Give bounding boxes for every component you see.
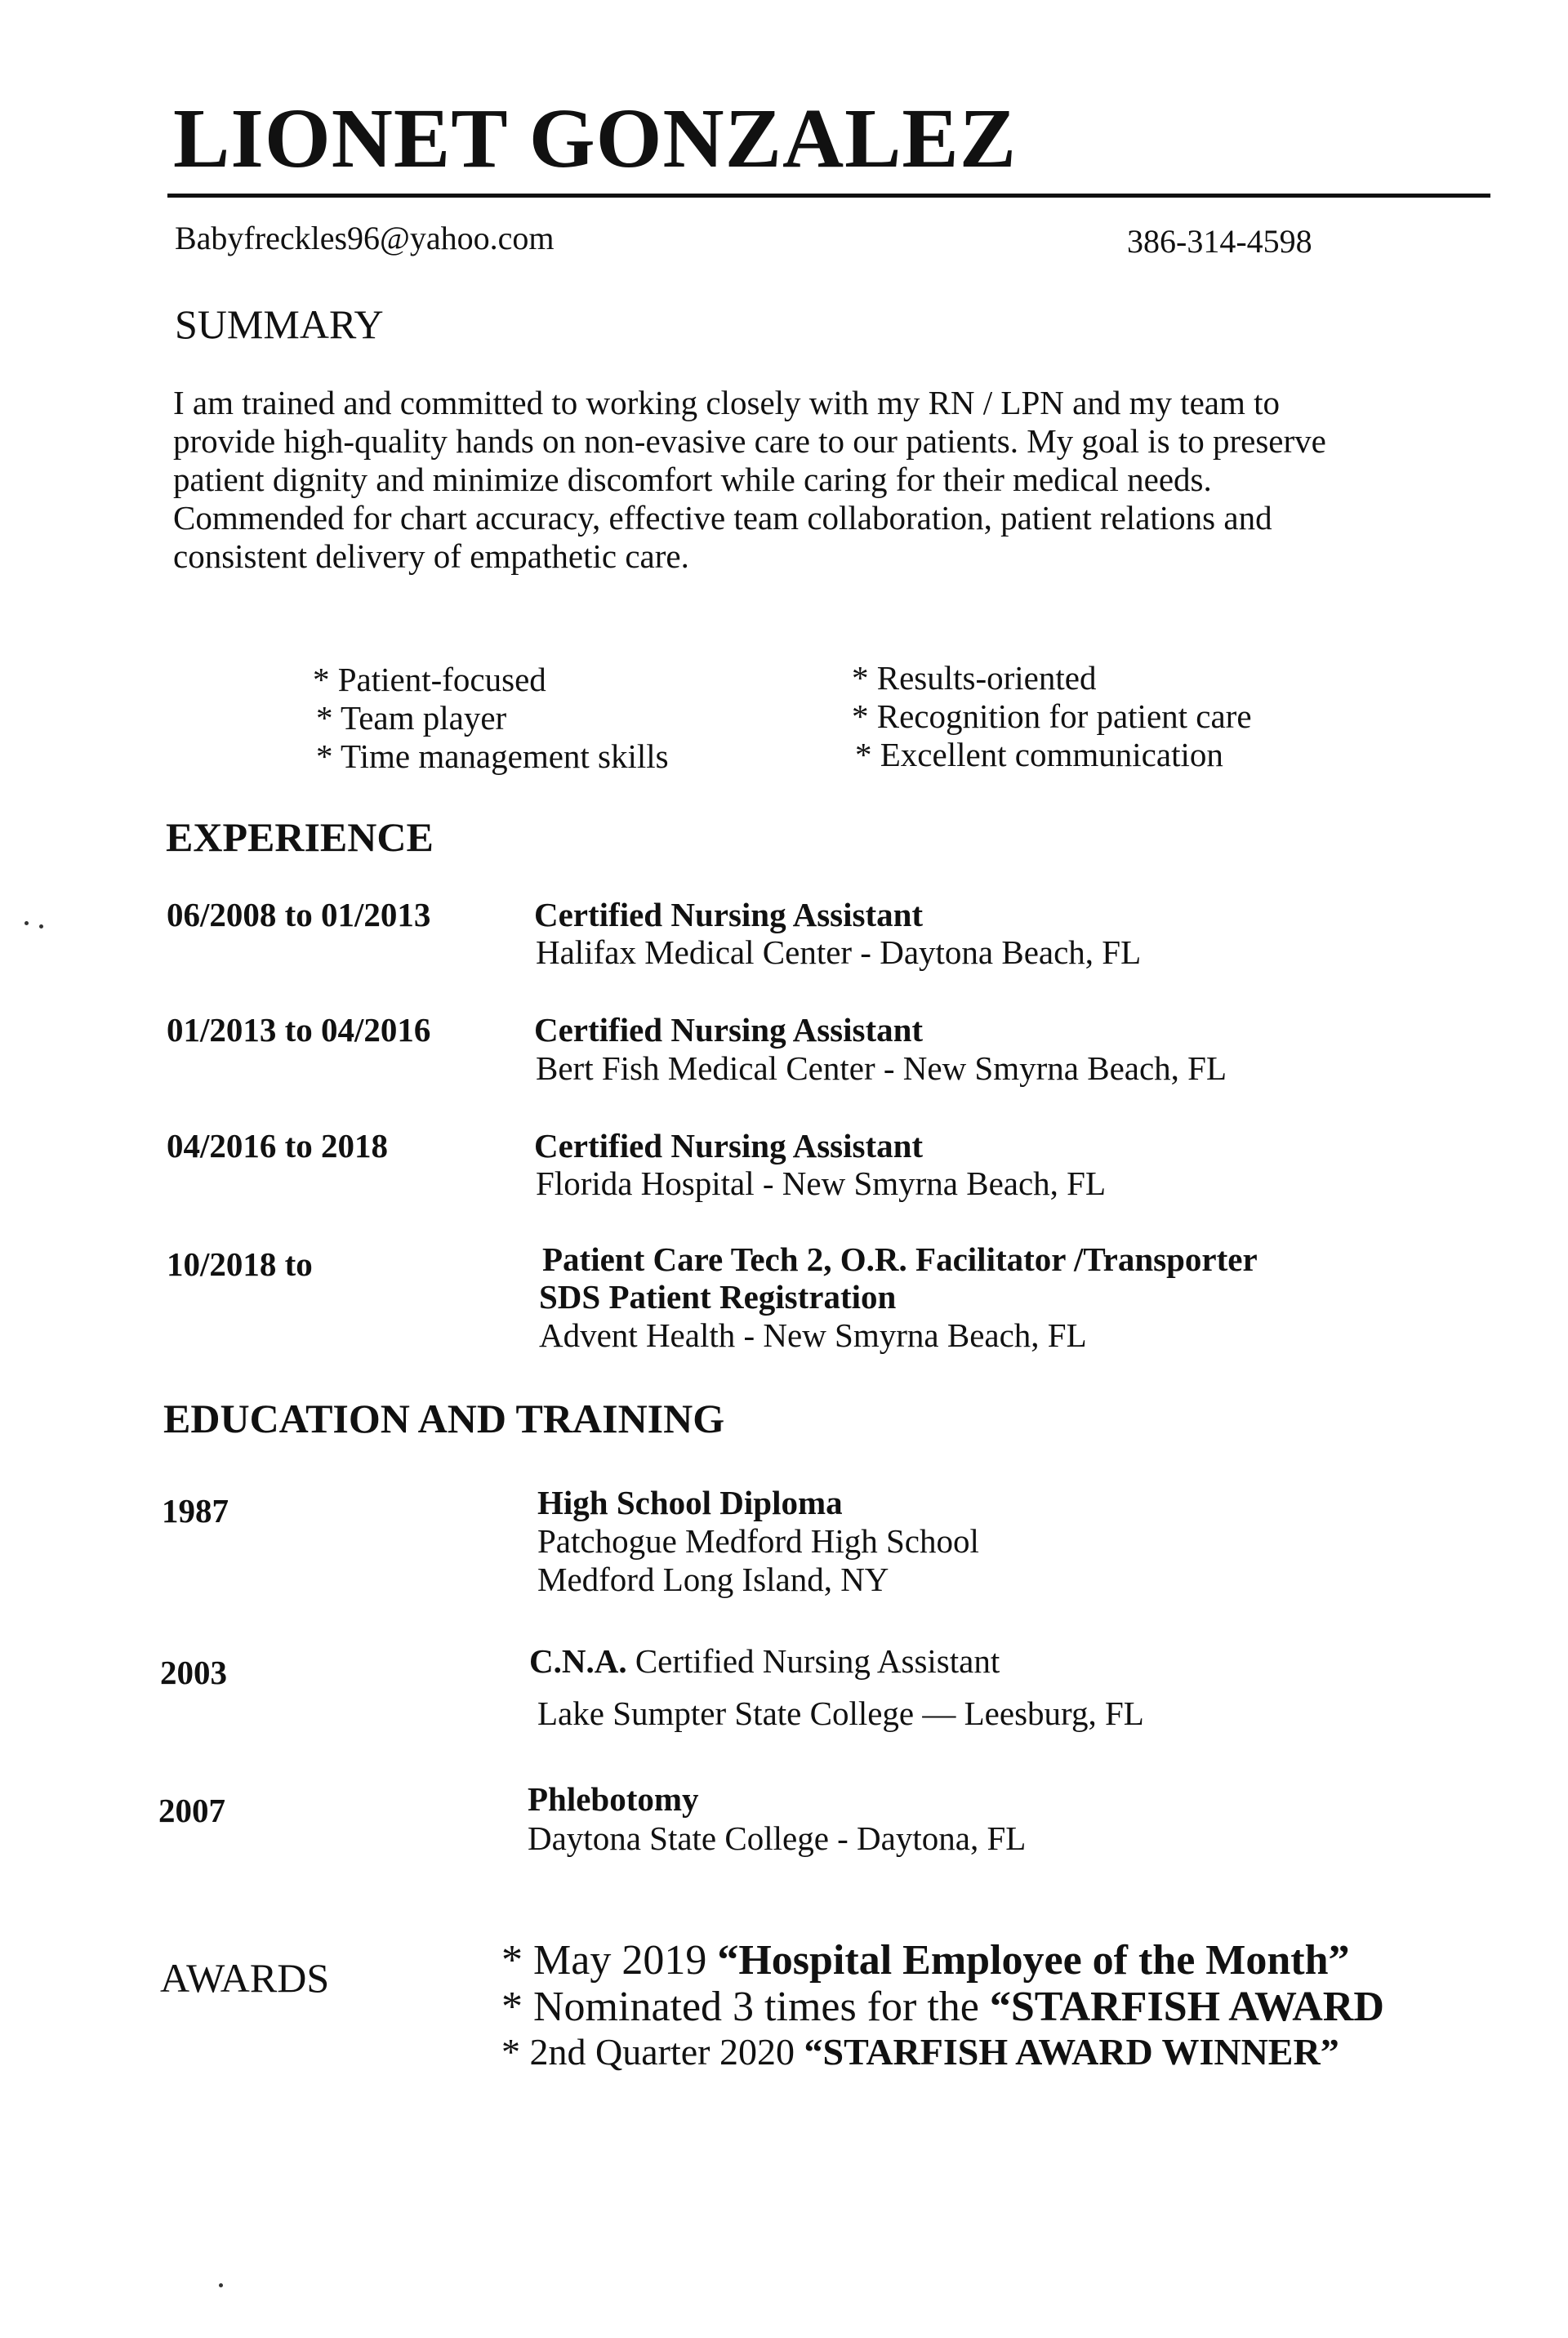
education-title-bold: C.N.A. — [529, 1642, 627, 1680]
award-highlight: “STARFISH AWARD — [989, 1984, 1384, 2030]
experience-place: Advent Health - New Smyrna Beach, FL — [539, 1316, 1087, 1354]
award-prefix: * 2nd Quarter 2020 — [501, 2031, 804, 2073]
experience-place: Florida Hospital - New Smyrna Beach, FL — [536, 1165, 1107, 1202]
scan-speck — [24, 921, 29, 925]
education-detail: Daytona State College - Daytona, FL — [528, 1819, 1027, 1857]
summary-heading: SUMMARY — [175, 301, 384, 347]
skill-item: * Recognition for patient care — [852, 697, 1252, 735]
education-title: High School Diploma — [537, 1484, 843, 1521]
awards-heading: AWARDS — [160, 1955, 330, 2001]
award-prefix: * Nominated 3 times for the — [501, 1984, 990, 2030]
experience-place: Halifax Medical Center - Daytona Beach, FL — [536, 933, 1142, 971]
education-year: 2007 — [158, 1792, 225, 1829]
education-year: 1987 — [162, 1492, 229, 1530]
summary-line: patient dignity and minimize discomfort while caring for their medical needs. — [173, 461, 1212, 498]
experience-role-secondary: SDS Patient Registration — [539, 1278, 897, 1316]
experience-role: Patient Care Tech 2, O.R. Facilitator /Transporter — [542, 1240, 1258, 1278]
skill-item: * Results-oriented — [852, 659, 1097, 697]
award-highlight: “STARFISH AWARD WINNER” — [804, 2031, 1339, 2073]
experience-dates: 10/2018 to — [167, 1245, 313, 1283]
education-title: Phlebotomy — [528, 1780, 699, 1818]
resume-name: LIONET GONZALEZ — [173, 91, 1018, 185]
summary-line: Commended for chart accuracy, effective team collaboration, patient relations and — [173, 499, 1272, 537]
experience-role: Certified Nursing Assistant — [534, 896, 924, 933]
award-item — [501, 2033, 1339, 2071]
skill-item: * Time management skills — [316, 737, 669, 775]
experience-dates: 06/2008 to 01/2013 — [167, 896, 431, 933]
skill-item: * Excellent communication — [855, 736, 1223, 773]
education-year: 2003 — [160, 1654, 227, 1691]
experience-role: Certified Nursing Assistant — [534, 1127, 924, 1165]
award-item — [501, 1986, 1384, 2028]
education-title-rest: Certified Nursing Assistant — [626, 1642, 1000, 1680]
education-heading: EDUCATION AND TRAINING — [163, 1396, 725, 1441]
experience-place: Bert Fish Medical Center - New Smyrna Beach, FL — [536, 1049, 1227, 1087]
skill-item: * Team player — [316, 699, 507, 737]
education-detail: Lake Sumpter State College — Leesburg, FL — [537, 1694, 1144, 1732]
education-detail: Medford Long Island, NY — [537, 1561, 889, 1598]
header-divider — [167, 194, 1490, 198]
education-detail: Patchogue Medford High School — [537, 1522, 979, 1560]
skill-item: * Patient-focused — [313, 661, 546, 698]
experience-heading: EXPERIENCE — [166, 814, 434, 860]
scan-speck — [219, 2283, 223, 2287]
contact-email: Babyfreckles96@yahoo.com — [175, 220, 555, 256]
scan-speck — [39, 924, 43, 929]
summary-paragraph — [173, 384, 1447, 576]
summary-line: consistent delivery of empathetic care. — [173, 537, 689, 575]
award-prefix: * May 2019 — [501, 1937, 718, 1984]
summary-line: I am trained and committed to working closely with my RN / LPN and my team to — [173, 384, 1281, 421]
education-title — [529, 1642, 1000, 1680]
award-item — [501, 1939, 1350, 1982]
summary-line: provide high-quality hands on non-evasive care to our patients. My goal is to preserve — [173, 422, 1326, 460]
experience-dates: 04/2016 to 2018 — [167, 1127, 389, 1165]
award-highlight: “Hospital Employee of the Month” — [717, 1937, 1350, 1984]
experience-role: Certified Nursing Assistant — [534, 1011, 924, 1049]
contact-phone: 386-314-4598 — [1127, 223, 1312, 260]
experience-dates: 01/2013 to 04/2016 — [167, 1011, 431, 1049]
